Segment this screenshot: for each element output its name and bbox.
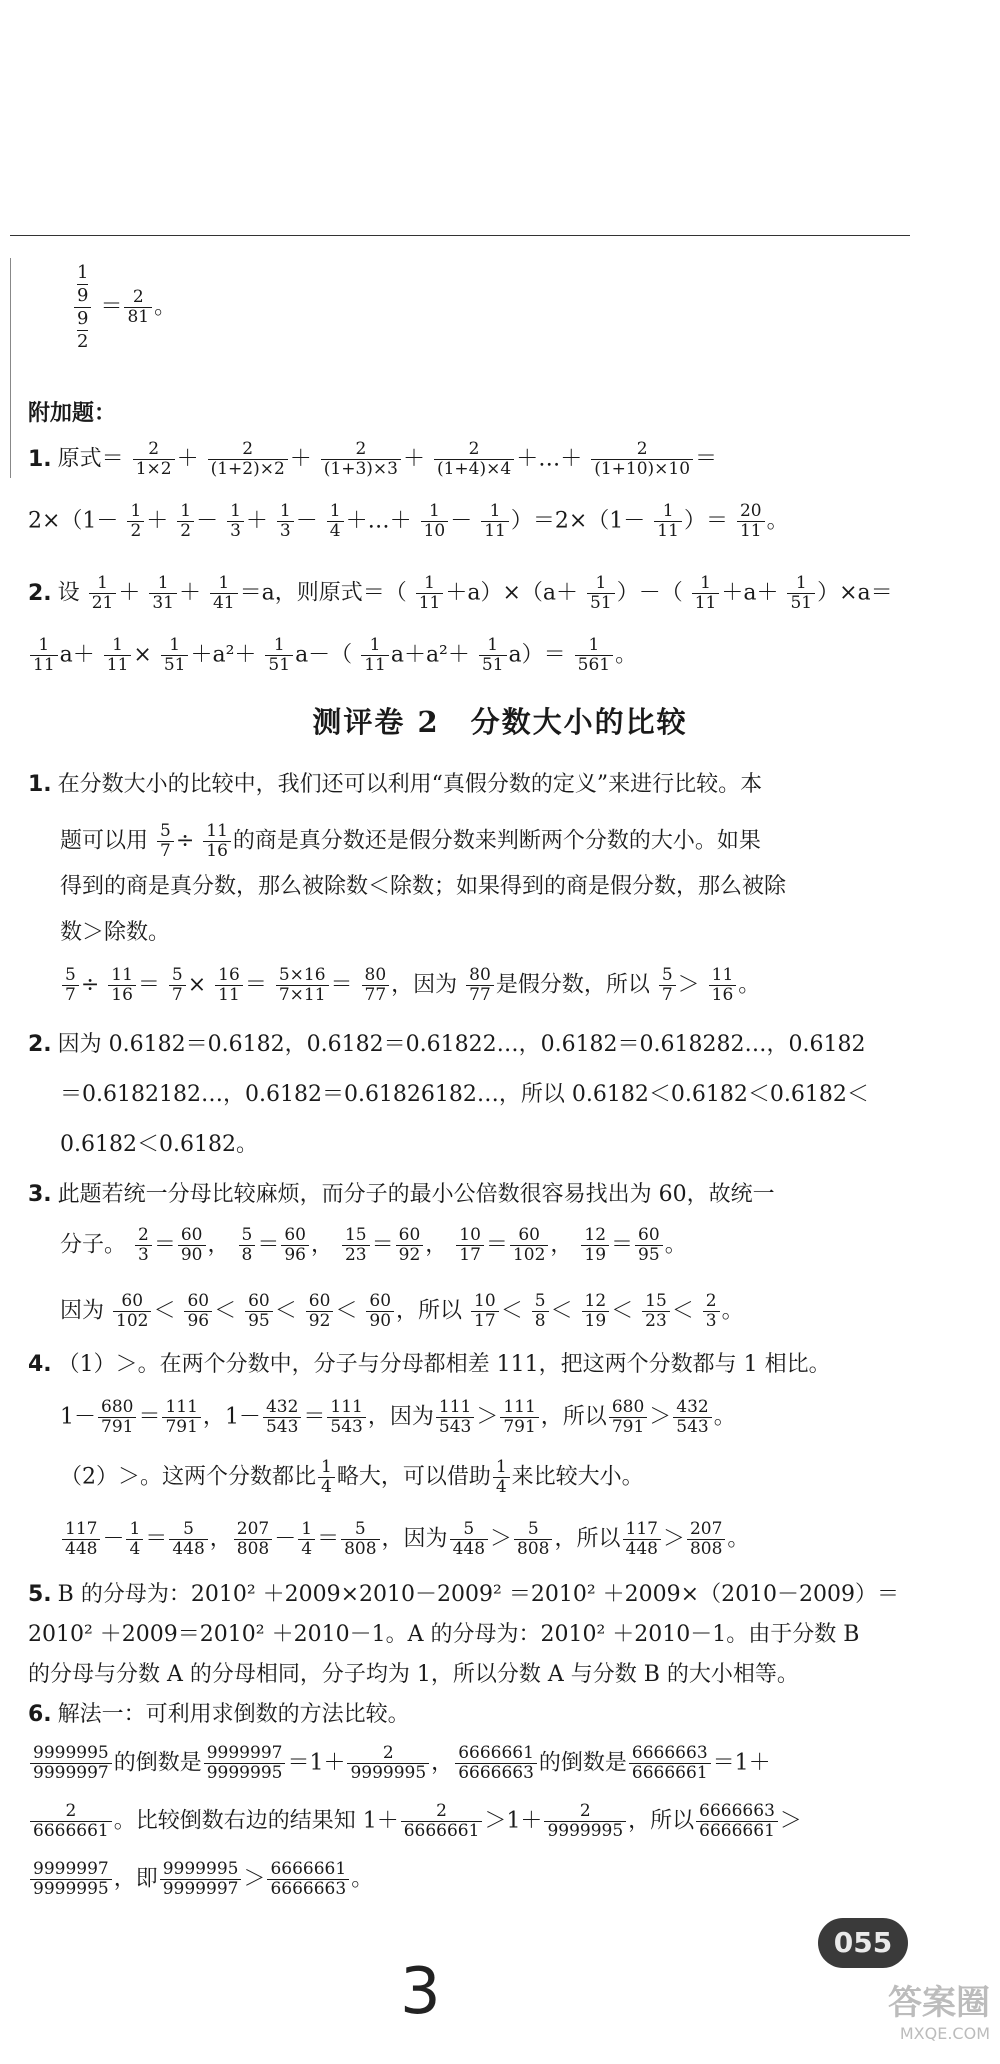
p3-line3: 因为 $\frac{60}{102}$ ＜ $\frac{60}{96}$ ＜ $\frac{60}{95}$ ＜ $\frac{60}{92}$ ＜ $\frac{60}{90}$ ，所以 $\frac{10}{17}$ ＜ $\frac{5}{8}$ ＜ $\frac{12}{19}$ ＜ $\frac{15}{23}$ ＜ $\frac{2}{3}$ 。: [60, 1291, 744, 1331]
p3-line2: 分子。 $\frac{2}{3}$ ＝ $\frac{60}{90}$ ， $\frac{5}{8}$ ＝ $\frac{60}{96}$ ， $\frac{15}{23}$ ＝ $\frac{60}{92}$ ， $\frac{10}{17}$ ＝ $\frac{60}{102}$ ， $\frac{12}{19}$ ＝ $\frac{60}{95}$ 。: [60, 1225, 687, 1265]
result-fraction: $\frac{2}{81}$: [124, 288, 152, 327]
p4-line3: （2）＞。这两个分数都比 $\frac{1}{4}$ 略大，可以借助 $\frac{1}{4}$ 来比较大小。: [60, 1457, 644, 1497]
bonus-heading: 附加题：: [28, 400, 117, 426]
p2-line2: ＝0.6182182…，0.6182＝0.61826182…，所以 0.6182＜0.6182＜0.6182＜: [60, 1082, 869, 1107]
section-title: 测评卷 2 分数大小的比较: [312, 705, 688, 739]
p5-line1: 5. B 的分母为：2010² ＋2009×2010－2009² ＝2010² ＋2009×（2010－2009）＝: [28, 1582, 900, 1607]
watermark-big: 答案圈: [888, 1983, 990, 2023]
bonus-q1-line1: 1. 原式＝ $\frac{2}{1\times 2}$ ＋ $\frac{2}{(1+2)\times 2}$ ＋ $\frac{2}{(1+3)\times 3}$ ＋ $\frac{2}{(1+4)\times 4}$ ＋…＋ $\frac{2}{(1+10)\times 10}$ ＝: [28, 439, 718, 479]
p6-line1: 6. 解法一：可利用求倒数的方法比较。: [28, 1702, 410, 1727]
page-number-badge: 055: [818, 1918, 908, 1968]
p4-line2: 1－ $\frac{680}{791}$ ＝ $\frac{111}{791}$ ，1－ $\frac{432}{543}$ ＝ $\frac{111}{543}$ ，因为 $\frac{111}{543}$ ＞ $\frac{111}{791}$ ，所以 $\frac{680}{791}$ ＞ $\frac{432}{543}$ 。: [60, 1397, 736, 1437]
p3-line1: 3. 此题若统一分母比较麻烦，而分子的最小公倍数很容易找出为 60，故统一: [28, 1182, 775, 1207]
p4-line4: $\frac{117}{448}$ － $\frac{1}{4}$ ＝ $\frac{5}{448}$ ， $\frac{207}{808}$ － $\frac{1}{4}$ ＝ $\frac{5}{808}$ ，因为 $\frac{5}{448}$ ＞ $\frac{5}{808}$ ，所以 $\frac{117}{448}$ ＞ $\frac{207}{808}$ 。: [60, 1520, 749, 1559]
bonus-q2-line1: 2. 设 $\frac{1}{21}$ ＋ $\frac{1}{31}$ ＋ $\frac{1}{41}$ ＝a，则原式＝（ $\frac{1}{11}$ ＋a）×（a＋ $\frac{1}{51}$ ）－（ $\frac{1}{11}$ ＋a＋ $\frac{1}{51}$ ）×a＝: [28, 573, 893, 613]
p5-line3: 的分母与分数 A 的分母相同，分子均为 1，所以分数 A 与分数 B 的大小相等。: [28, 1662, 799, 1687]
nested-fraction-line: 1 9 9 2 ＝ $\frac{2}{81}$ 。: [72, 262, 176, 353]
bonus-q1-line2: 2×（1－ $\frac{1}{2}$ ＋ $\frac{1}{2}$ － $\frac{1}{3}$ ＋ $\frac{1}{3}$ － $\frac{1}{4}$ ＋…＋ $\frac{1}{10}$ － $\frac{1}{11}$ ）＝2×（1－ $\frac{1}{11}$ ）＝ $\frac{20}{11}$ 。: [28, 501, 789, 541]
top-rule: [10, 235, 910, 236]
p6-line2: $\frac{9999995}{9999997}$ 的倒数是 $\frac{9999997}{9999995}$ ＝1＋ $\frac{2}{9999995}$ ， $\frac{6666661}{6666663}$ 的倒数是 $\frac{6666663}{6666661}$ ＝1＋: [28, 1744, 771, 1783]
p1-line4: 数＞除数。: [60, 920, 171, 945]
handwritten-mark: 3: [400, 1955, 441, 2029]
p4-line1: 4. （1）＞。在两个分数中，分子与分母都相差 111，把这两个分数都与 1 相比。: [28, 1352, 831, 1377]
bonus-q2-line2: $\frac{1}{11}$ a＋ $\frac{1}{11}$ × $\frac{1}{51}$ ＋a²＋ $\frac{1}{51}$ a－（ $\frac{1}{11}$ a＋a²＋ $\frac{1}{51}$ a）＝ $\frac{1}{561}$ 。: [28, 636, 637, 675]
watermark-logo: [820, 1975, 990, 2045]
p1-line5: $\frac{5}{7}$ ÷ $\frac{11}{16}$ ＝ $\frac{5}{7}$ × $\frac{16}{11}$ ＝ $\frac{5\times 16}{7\times 11}$ ＝ $\frac{80}{77}$ ，因为 $\frac{80}{77}$ 是假分数，所以 $\frac{5}{7}$ ＞ $\frac{11}{16}$ 。: [60, 966, 760, 1005]
p2-line1: 2. 因为 0.6182＝0.6182，0.6182＝0.61822…，0.6182＝0.618282…，0.6182: [28, 1032, 866, 1057]
left-rule: [10, 258, 11, 478]
p6-line3: $\frac{2}{6666661}$ 。比较倒数右边的结果知 1＋ $\frac{2}{6666661}$ ＞1＋ $\frac{2}{9999995}$ ，所以 $\frac{6666663}{6666661}$ ＞: [28, 1802, 802, 1841]
nested-fraction: 1 9 9 2: [74, 262, 91, 353]
p6-line4: $\frac{9999997}{9999995}$ ，即 $\frac{9999995}{9999997}$ ＞ $\frac{6666661}{6666663}$ 。: [28, 1860, 373, 1899]
p1-line3: 得到的商是真分数，那么被除数＜除数；如果得到的商是假分数，那么被除: [60, 874, 787, 899]
p5-line2: 2010² ＋2009＝2010² ＋2010－1。A 的分母为：2010² ＋2010－1。由于分数 B: [28, 1622, 860, 1647]
watermark-url: MXQE.COM: [899, 2024, 990, 2043]
p2-line3: 0.6182＜0.6182。: [60, 1132, 258, 1157]
p1-line2: 题可以用 $\frac{5}{7}$ ÷ $\frac{11}{16}$ 的商是真分数还是假分数来判断两个分数的大小。如果: [60, 821, 761, 861]
p1-line1: 1. 在分数大小的比较中，我们还可以利用“真假分数的定义”来进行比较。本: [28, 772, 763, 797]
